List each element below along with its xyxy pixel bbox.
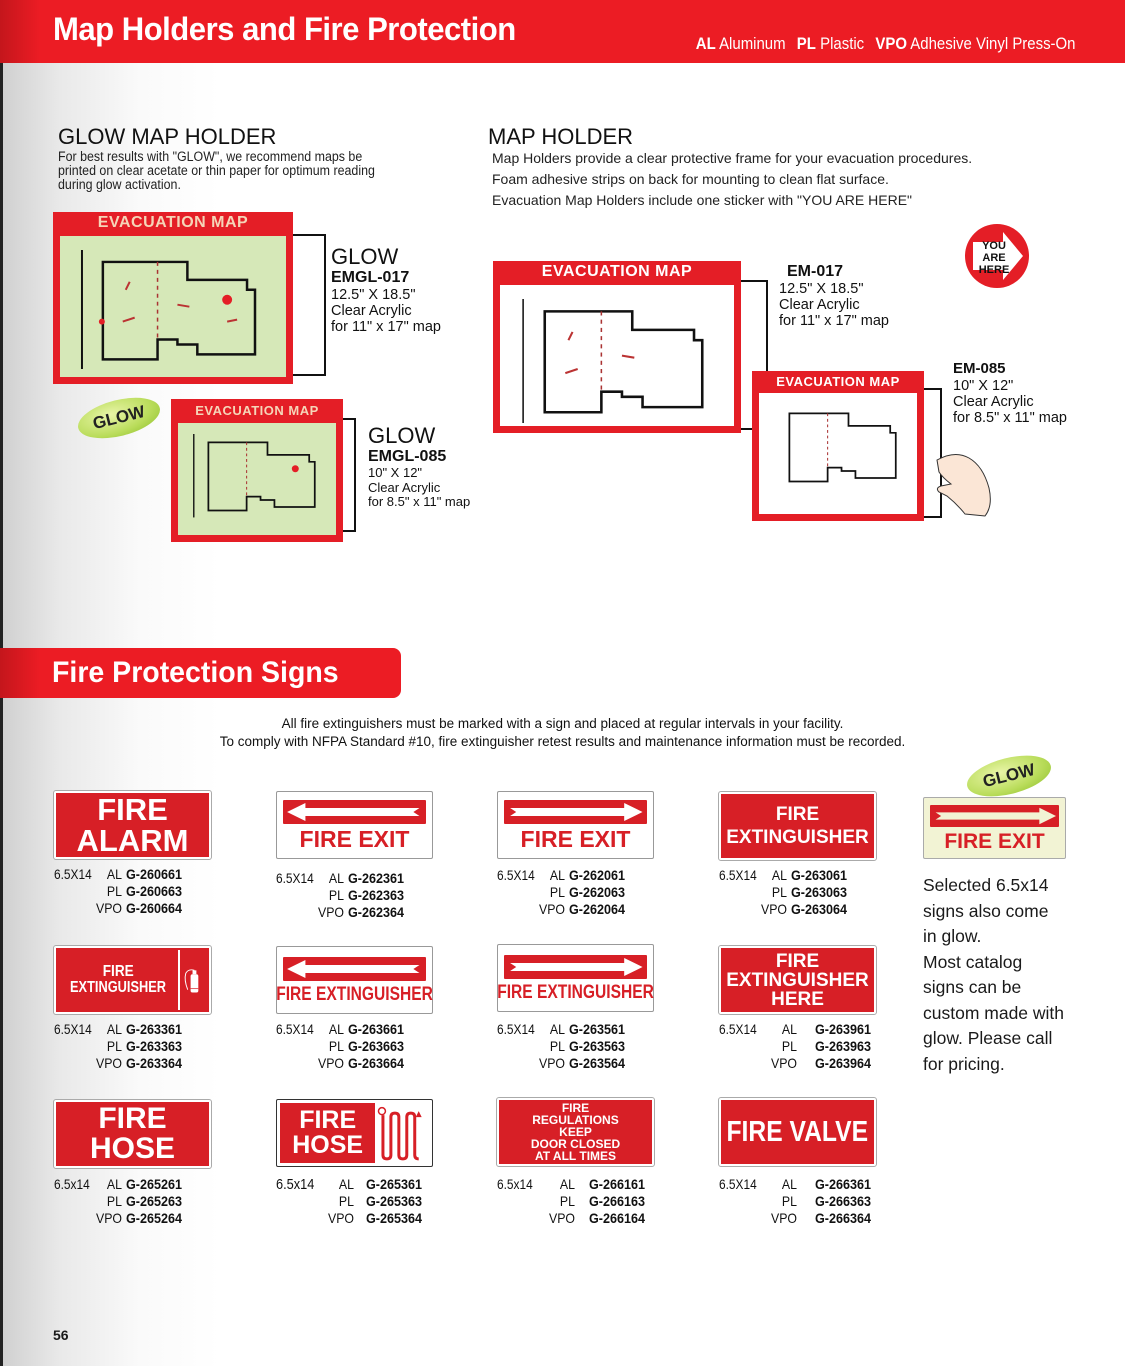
size-label: 6.5X14 bbox=[719, 1176, 757, 1192]
part-number: G-266364 bbox=[815, 1210, 872, 1226]
sign-fire-extinguisher-here bbox=[719, 946, 876, 1014]
part-number: G-265363 bbox=[366, 1193, 423, 1209]
note-line: Most catalog bbox=[923, 951, 1023, 972]
part-number: G-263664 bbox=[348, 1055, 405, 1071]
glow-evacuation-map-large bbox=[53, 212, 293, 384]
material-label: AL bbox=[549, 1021, 565, 1037]
product-material: Clear Acrylic bbox=[331, 303, 412, 319]
sign-fire-extinguisher-icon bbox=[54, 946, 211, 1014]
material-label: AL bbox=[328, 1021, 344, 1037]
part-number: G-263963 bbox=[815, 1038, 872, 1054]
product-fits: for 8.5" x 11" map bbox=[953, 410, 1067, 426]
product-size: 10" X 12" bbox=[368, 465, 423, 480]
you-are-here-sticker bbox=[965, 224, 1029, 288]
part-number: G-262361 bbox=[348, 870, 405, 886]
legend-code-pl: PL bbox=[796, 34, 816, 53]
size-label: 6.5x14 bbox=[54, 1176, 90, 1192]
sign-text: EXTINGUISHER bbox=[70, 979, 167, 996]
sign-text: FIRE bbox=[102, 963, 134, 980]
product-fits: for 11" x 17" map bbox=[331, 319, 441, 335]
sign-text: EXTINGUISHER bbox=[726, 969, 869, 991]
sign-fire-hose-icon bbox=[276, 1099, 433, 1167]
material-label: PL bbox=[328, 887, 344, 903]
intro-line-1: All fire extinguishers must be marked with a sign and placed at regular intervals in your facility. bbox=[281, 716, 844, 731]
sign-text: FIRE bbox=[98, 1102, 167, 1135]
product-material: Clear Acrylic bbox=[779, 297, 860, 313]
part-number: G-266363 bbox=[815, 1193, 872, 1209]
note-line: signs also come bbox=[923, 900, 1049, 921]
sign-codes bbox=[54, 866, 188, 917]
sign-text: FIRE VALVE bbox=[726, 1115, 869, 1148]
sign-text: REGULATIONS bbox=[532, 1113, 619, 1127]
material-label: AL bbox=[106, 866, 122, 882]
legend-label-al: Aluminum bbox=[718, 34, 786, 53]
map-holder-heading: MAP HOLDER bbox=[488, 124, 634, 149]
part-number: G-263063 bbox=[791, 884, 848, 900]
floor-plan-icon bbox=[772, 405, 911, 488]
product-code: EM-017 bbox=[787, 263, 844, 280]
glow-badge: GLOW bbox=[74, 390, 164, 445]
part-number: G-262064 bbox=[569, 901, 626, 917]
product-code: EMGL-017 bbox=[331, 269, 410, 286]
sign-fire-extinguisher-right bbox=[497, 944, 654, 1012]
material-label: VPO bbox=[770, 1055, 797, 1071]
sign-text: KEEP bbox=[559, 1125, 592, 1139]
sticker-text bbox=[971, 240, 1017, 276]
part-number: G-263961 bbox=[815, 1021, 872, 1037]
size-label: 6.5X14 bbox=[276, 1021, 314, 1037]
material-label: PL bbox=[106, 1038, 122, 1054]
product-size: 10" X 12" bbox=[953, 378, 1014, 394]
sign-codes bbox=[54, 1176, 188, 1227]
sign-fire-hose bbox=[54, 1100, 211, 1168]
note-line: for pricing. bbox=[923, 1053, 1005, 1074]
material-label: AL bbox=[549, 867, 565, 883]
sign-codes bbox=[276, 1021, 410, 1072]
part-number: G-263061 bbox=[791, 867, 848, 883]
legend-code-al: AL bbox=[695, 34, 716, 53]
sign-fire-exit-right bbox=[497, 791, 654, 859]
part-number: G-260664 bbox=[126, 900, 183, 916]
arrow-left-icon bbox=[283, 800, 426, 824]
note-line: in glow. bbox=[923, 926, 982, 946]
material-label: PL bbox=[328, 1038, 344, 1054]
part-number: G-263363 bbox=[126, 1038, 183, 1054]
product-size: 12.5" X 18.5" bbox=[331, 287, 416, 303]
material-label: VPO bbox=[327, 1210, 354, 1226]
sign-codes bbox=[719, 1176, 877, 1227]
part-number: G-266164 bbox=[589, 1210, 646, 1226]
material-label: PL bbox=[771, 884, 787, 900]
note-line: Selected 6.5x14 bbox=[923, 875, 1049, 895]
material-label: VPO bbox=[548, 1210, 575, 1226]
glow-badge: GLOW bbox=[963, 748, 1055, 804]
material-label: AL bbox=[781, 1176, 797, 1192]
material-label: AL bbox=[328, 870, 344, 886]
part-number: G-265261 bbox=[126, 1176, 183, 1192]
desc-line: printed on clear acetate or thin paper for optimum reading bbox=[58, 163, 375, 178]
legend-label-pl: Plastic bbox=[819, 34, 864, 53]
part-number: G-263064 bbox=[791, 901, 848, 917]
product-fits: for 11" x 17" map bbox=[779, 313, 889, 329]
material-label: VPO bbox=[760, 901, 787, 917]
part-number: G-263661 bbox=[348, 1021, 405, 1037]
map-title: EVACUATION MAP bbox=[97, 214, 249, 231]
part-number: G-265361 bbox=[366, 1176, 423, 1192]
material-label: PL bbox=[781, 1038, 797, 1054]
fire-protection-heading: Fire Protection Signs bbox=[52, 656, 339, 689]
intro-line-2: To comply with NFPA Standard #10, fire extinguisher retest results and maintenance information must be recorded. bbox=[219, 734, 906, 749]
part-number: G-265364 bbox=[366, 1210, 423, 1226]
material-label: AL bbox=[781, 1021, 797, 1037]
size-label: 6.5x14 bbox=[276, 1176, 315, 1193]
floor-plan-icon bbox=[78, 250, 277, 369]
product-spec-emgl-085 bbox=[368, 424, 470, 510]
part-number: G-263364 bbox=[126, 1055, 183, 1071]
material-legend bbox=[695, 34, 1075, 54]
sign-codes bbox=[497, 1176, 651, 1227]
page-title: Map Holders and Fire Protection bbox=[53, 11, 516, 47]
sign-text: EXTINGUISHER bbox=[726, 827, 869, 848]
sign-text: ALARM bbox=[76, 823, 189, 858]
sign-text: FIRE EXIT bbox=[299, 825, 410, 852]
sign-text: FIRE bbox=[299, 1106, 357, 1134]
sign-text: FIRE bbox=[97, 792, 168, 827]
map-title: EVACUATION MAP bbox=[776, 374, 900, 389]
size-label: 6.5X14 bbox=[54, 1021, 92, 1037]
size-label: 6.5X14 bbox=[54, 866, 92, 882]
sign-text: FIRE EXTINGUISHER bbox=[497, 981, 654, 1003]
product-fits: for 8.5" x 11" map bbox=[368, 494, 471, 509]
evacuation-map-large bbox=[493, 261, 741, 433]
hand-icon bbox=[935, 448, 995, 518]
fire-extinguisher-icon bbox=[180, 950, 207, 1010]
sticker-line: YOU ARE bbox=[982, 240, 1006, 264]
part-number: G-265264 bbox=[126, 1210, 183, 1226]
sign-fire-extinguisher-left bbox=[276, 946, 433, 1014]
part-number: G-262061 bbox=[569, 867, 626, 883]
size-label: 6.5X14 bbox=[719, 867, 757, 883]
product-material: Clear Acrylic bbox=[368, 479, 441, 495]
desc-line: For best results with "GLOW", we recommend maps be bbox=[58, 149, 363, 164]
size-label: 6.5X14 bbox=[276, 870, 314, 886]
material-label: VPO bbox=[95, 1210, 122, 1226]
size-label: 6.5x14 bbox=[497, 1176, 533, 1192]
note-line: signs can be bbox=[923, 977, 1022, 997]
sign-codes bbox=[719, 1021, 877, 1072]
part-number: G-262063 bbox=[569, 884, 626, 900]
legend-code-vpo: VPO bbox=[874, 34, 907, 53]
desc-line: Map Holders provide a clear protective frame for your evacuation procedures. bbox=[492, 150, 973, 166]
map-title: EVACUATION MAP bbox=[195, 403, 319, 418]
map-holder-description bbox=[492, 148, 972, 211]
sign-text: DOOR CLOSED bbox=[530, 1137, 621, 1151]
material-label: PL bbox=[781, 1193, 797, 1209]
sign-codes bbox=[54, 1021, 188, 1072]
part-number: G-263964 bbox=[815, 1055, 872, 1071]
sign-glow-fire-exit bbox=[923, 797, 1066, 859]
material-label: VPO bbox=[770, 1210, 797, 1226]
part-number: G-260663 bbox=[126, 883, 183, 899]
material-label: AL bbox=[106, 1021, 122, 1037]
sign-codes bbox=[276, 1176, 428, 1227]
sign-text: FIRE EXIT bbox=[520, 825, 631, 852]
sign-text: FIRE bbox=[561, 1101, 590, 1115]
product-size: 12.5" X 18.5" bbox=[779, 281, 864, 297]
size-label: 6.5X14 bbox=[719, 1021, 757, 1037]
part-number: G-260661 bbox=[126, 866, 183, 882]
material-label: PL bbox=[549, 884, 565, 900]
part-number: G-262364 bbox=[348, 904, 405, 920]
arrow-right-icon bbox=[930, 805, 1060, 827]
sign-text: FIRE bbox=[775, 804, 820, 825]
sign-fire-regulations-keep-door-closed bbox=[497, 1098, 654, 1166]
desc-line: Foam adhesive strips on back for mounting to clean flat surface. bbox=[492, 171, 889, 187]
part-number: G-266361 bbox=[815, 1176, 872, 1192]
legend-label-vpo: Adhesive Vinyl Press-On bbox=[909, 34, 1075, 53]
note-line: custom made with bbox=[923, 1002, 1065, 1023]
sign-fire-alarm bbox=[54, 791, 211, 859]
material-label: VPO bbox=[538, 901, 565, 917]
product-code: EM-085 bbox=[953, 360, 1006, 377]
floor-plan-icon bbox=[191, 434, 330, 517]
sign-fire-valve bbox=[719, 1098, 876, 1166]
sign-text: HERE bbox=[771, 988, 824, 1010]
product-code: EMGL-085 bbox=[368, 448, 447, 465]
material-label: VPO bbox=[95, 900, 122, 916]
acrylic-backplate bbox=[290, 234, 326, 376]
size-label: 6.5X14 bbox=[497, 1021, 535, 1037]
sign-codes bbox=[497, 867, 631, 918]
material-label: PL bbox=[106, 1193, 122, 1209]
glow-note bbox=[923, 873, 1093, 1077]
desc-line: Evacuation Map Holders include one sticker with "YOU ARE HERE" bbox=[492, 192, 913, 208]
evacuation-map-small bbox=[752, 371, 924, 521]
size-label: 6.5X14 bbox=[497, 867, 535, 883]
product-spec-emgl-017 bbox=[331, 245, 441, 335]
sign-text: AT ALL TIMES bbox=[534, 1149, 617, 1163]
part-number: G-265263 bbox=[126, 1193, 183, 1209]
sign-codes bbox=[497, 1021, 631, 1072]
material-label: PL bbox=[338, 1193, 354, 1209]
product-spec-em-017 bbox=[779, 263, 889, 329]
material-label: VPO bbox=[95, 1055, 122, 1071]
glow-map-holder-heading: GLOW MAP HOLDER bbox=[58, 124, 277, 149]
floor-plan-icon bbox=[519, 299, 725, 423]
glow-evacuation-map-small bbox=[171, 399, 343, 542]
desc-line: during glow activation. bbox=[58, 177, 181, 192]
sign-fire-exit-left bbox=[276, 791, 433, 859]
arrow-right-icon bbox=[504, 800, 647, 824]
product-spec-em-085 bbox=[953, 360, 1067, 426]
glow-label: GLOW bbox=[368, 423, 436, 448]
sign-text: FIRE EXTINGUISHER bbox=[276, 983, 433, 1005]
page-number: 56 bbox=[53, 1327, 69, 1343]
part-number: G-263563 bbox=[569, 1038, 626, 1054]
part-number: G-266163 bbox=[589, 1193, 646, 1209]
part-number: G-262363 bbox=[348, 887, 405, 903]
material-label: PL bbox=[559, 1193, 575, 1209]
sign-fire-extinguisher bbox=[719, 792, 876, 860]
sign-text: HOSE bbox=[292, 1131, 364, 1159]
arrow-left-icon bbox=[283, 957, 426, 981]
material-label: PL bbox=[549, 1038, 565, 1054]
material-label: AL bbox=[106, 1176, 122, 1192]
sign-codes bbox=[276, 870, 410, 921]
arrow-right-icon bbox=[504, 955, 647, 979]
fire-hose-icon bbox=[375, 1103, 429, 1163]
note-line: glow. Please call bbox=[923, 1028, 1053, 1048]
product-material: Clear Acrylic bbox=[953, 394, 1034, 410]
part-number: G-266161 bbox=[589, 1176, 646, 1192]
glow-label: GLOW bbox=[331, 244, 399, 269]
sign-text: FIRE bbox=[775, 950, 820, 972]
material-label: PL bbox=[106, 883, 122, 899]
sign-text-panel bbox=[280, 1103, 375, 1163]
sign-text: FIRE EXIT bbox=[944, 829, 1045, 853]
material-label: VPO bbox=[317, 904, 344, 920]
part-number: G-263663 bbox=[348, 1038, 405, 1054]
material-label: AL bbox=[338, 1176, 354, 1192]
part-number: G-263361 bbox=[126, 1021, 183, 1037]
material-label: VPO bbox=[317, 1055, 344, 1071]
glow-map-holder-description bbox=[58, 150, 375, 192]
part-number: G-263564 bbox=[569, 1055, 626, 1071]
map-title: EVACUATION MAP bbox=[541, 263, 693, 280]
sticker-line: HERE bbox=[978, 264, 1010, 276]
material-label: VPO bbox=[538, 1055, 565, 1071]
sign-text: HOSE bbox=[89, 1132, 176, 1165]
material-label: AL bbox=[559, 1176, 575, 1192]
part-number: G-263561 bbox=[569, 1021, 626, 1037]
material-label: AL bbox=[771, 867, 787, 883]
sign-codes bbox=[719, 867, 853, 918]
sign-text-panel bbox=[58, 950, 180, 1010]
